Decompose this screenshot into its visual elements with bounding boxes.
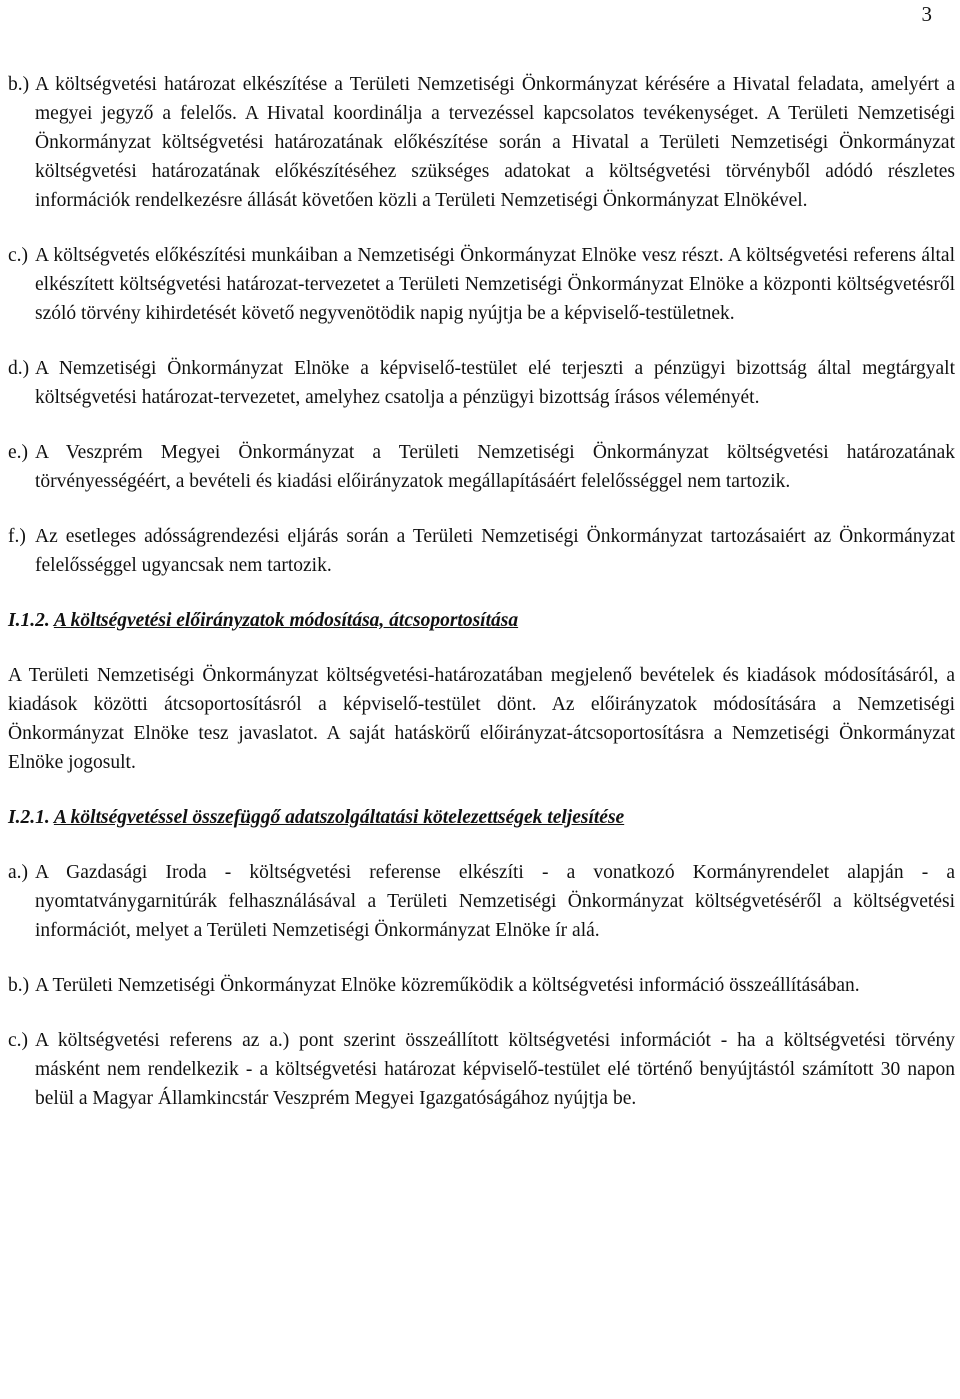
- list-item-c: [8, 241, 955, 328]
- section-title: A költségvetési előirányzatok módosítása, átcsoportosítása: [53, 610, 519, 631]
- document-body: [8, 70, 955, 1113]
- section-heading-i-1-2: [8, 606, 955, 635]
- list-marker: b.): [8, 975, 30, 996]
- list-item-b: [8, 70, 955, 215]
- list-item-text: Az esetleges adósságrendezési eljárás során a Területi Nemzetiségi Önkormányzat tartozásaiért az Önkormányzat felelősséggel ugyancsak nem tartozik.: [35, 526, 955, 576]
- list-marker: b.): [8, 74, 30, 95]
- list-item-text: A költségvetési határozat elkészítése a Területi Nemzetiségi Önkormányzat kérésére a Hivatal feladata, amelyért a megyei jegyző a felelős. A Hivatal koordinálja a tervezéssel kapcsolatos tevékenységet. A Területi Nemzetiségi Önkormányzat költségvetési határozatának előkészítése során a Hivatal a Területi Nemzetiségi Önkormányzat költségvetési határozatának előkészítéséhez szükséges adatokat a költségvetési törvényből adódó részletes információk rendelkezésre állását követően közli a Területi Nemzetiségi Önkormányzat Elnökével.: [35, 74, 955, 211]
- section-title: A költségvetéssel összefüggő adatszolgáltatási kötelezettségek teljesítése: [53, 807, 625, 828]
- list-item-text: A Nemzetiségi Önkormányzat Elnöke a képviselő-testület elé terjeszti a pénzügyi bizottság által megtárgyalt költségvetési határozat-tervezetet, amelyhez csatolja a pénzügyi bizottság írásos véleményét.: [35, 358, 955, 408]
- list-item-d: [8, 354, 955, 412]
- list-item-b-2: [8, 971, 955, 1000]
- section-number: I.1.2.: [8, 610, 50, 631]
- paragraph-i-1-2: A Területi Nemzetiségi Önkormányzat költségvetési-határozatában megjelenő bevételek és kiadások módosításáról, a kiadások közötti átcsoportosításról a képviselő-testület dönt. Az előirányzatok módosítására a Nemzetiségi Önkormányzat Elnöke tesz javaslatot. A saját hatáskörű előirányzat-átcsoportosításra a Nemzetiségi Önkormányzat Elnöke jogosult.: [8, 665, 955, 773]
- list-item-text: A Gazdasági Iroda - költségvetési referense elkészíti - a vonatkozó Kormányrendelet alapján - a nyomtatványgarnitúrák felhasználásával a Területi Nemzetiségi Önkormányzat költségvetéséről a költségvetési információt, melyet a Területi Nemzetiségi Önkormányzat Elnöke ír alá.: [35, 862, 955, 941]
- list-marker: d.): [8, 358, 30, 379]
- list-item-c-2: [8, 1026, 955, 1113]
- list-marker: e.): [8, 442, 29, 463]
- list-item-text: A Veszprém Megyei Önkormányzat a Területi Nemzetiségi Önkormányzat költségvetési határozatának törvényességéért, a bevételi és kiadási előirányzatok megállapításáért felelősséggel nem tartozik.: [35, 442, 955, 492]
- section-number: I.2.1.: [8, 807, 50, 828]
- list-marker: f.): [8, 526, 26, 547]
- list-item-a: [8, 858, 955, 945]
- page-number: 3: [921, 2, 932, 26]
- list-item-text: A költségvetési referens az a.) pont szerint összeállított költségvetési információt - ha a költségvetési törvény másként nem rendelkezik - a költségvetési határozat képviselő-testület elé történő benyújtástól számított 30 napon belül a Magyar Államkincstár Veszprém Megyei Igazgatóságához nyújtja be.: [35, 1030, 955, 1109]
- list-item-f: [8, 522, 955, 580]
- list-marker: c.): [8, 245, 29, 266]
- list-item-e: [8, 438, 955, 496]
- list-item-text: A Területi Nemzetiségi Önkormányzat Elnöke közreműködik a költségvetési információ összeállításában.: [35, 975, 860, 996]
- list-item-text: A költségvetés előkészítési munkáiban a Nemzetiségi Önkormányzat Elnöke vesz részt. A költségvetési referens által elkészített költségvetési határozat-tervezetet a Területi Nemzetiségi Önkormányzat Elnöke a központi költségvetésről szóló törvény kihirdetését követő negyvenötödik napig nyújtja be a képviselő-testületnek.: [35, 245, 955, 324]
- list-marker: a.): [8, 862, 29, 883]
- list-marker: c.): [8, 1030, 29, 1051]
- section-heading-i-2-1: [8, 803, 955, 832]
